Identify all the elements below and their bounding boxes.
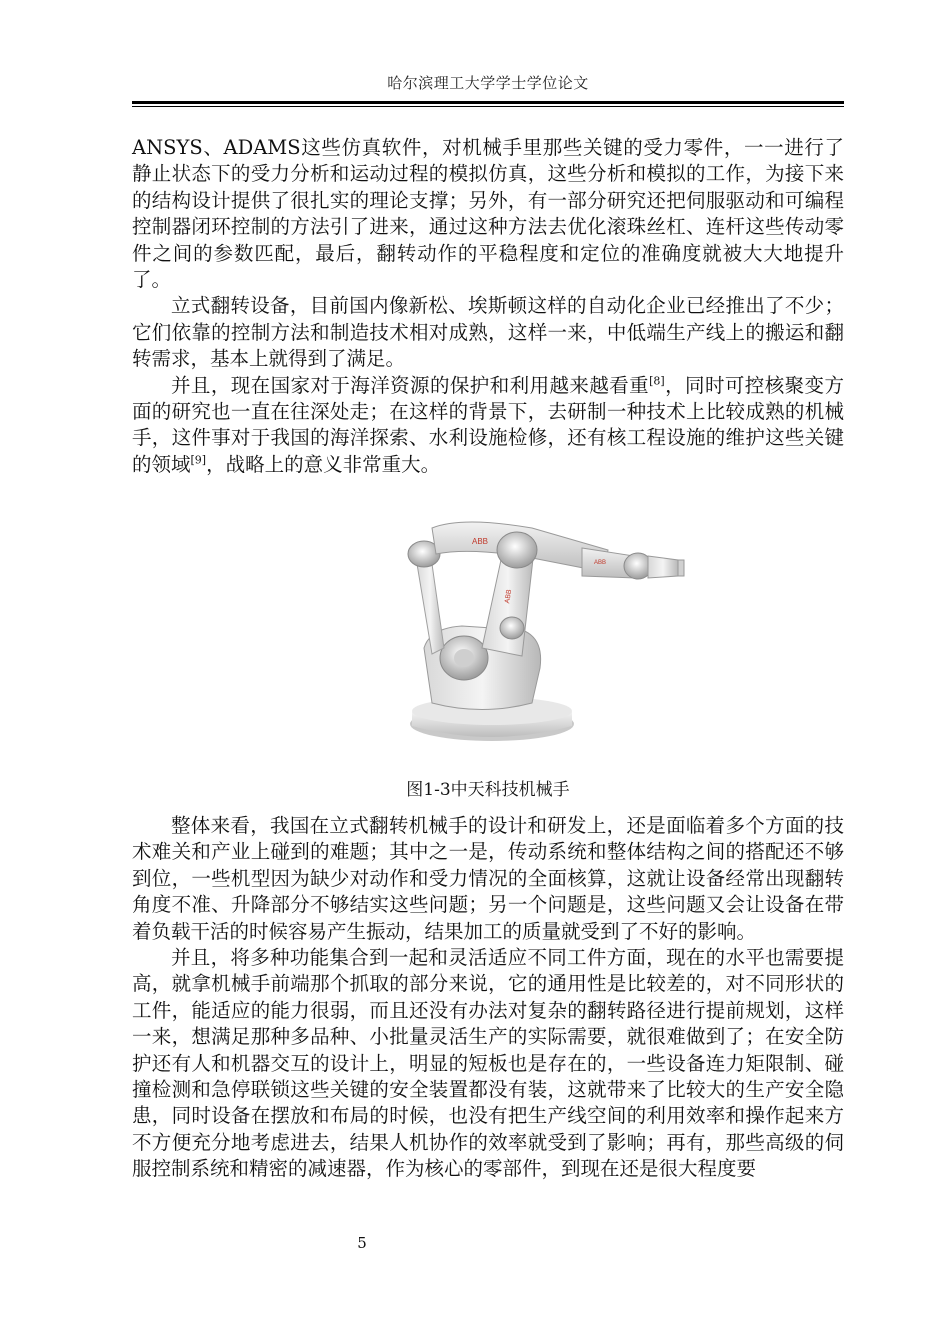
paragraph-significance xyxy=(132,373,844,479)
robot-arm-figure xyxy=(372,498,704,750)
paragraph-integration-issues: 并且，将多种功能集合到一起和灵活适应不同工件方面，现在的水平也需要提高，就拿机械手前端那个抓取的部分来说，它的通用性是比较差的，对不同形状的工件，能适应的能力很弱，而且还没有办法对复杂的翻转路径进行提前规划，这样一来，想满足那种多品种、小批量灵活生产的实际需要，就很难做到了；在安全防护还有人和机器交互的设计上，明显的短板也是存在的，一些设备连力矩限制、碰撞检测和急停联锁这些关键的安全装置都没有装，这就带来了比较大的生产安全隐患，同时设备在摆放和布局的时候，也没有把生产线空间的利用效率和操作起来方不方便充分地考虑进去，结果人机协作的效率就受到了影响；再有，那些高级的伺服控制系统和精密的减速器，作为核心的零部件，到现在还是很大程度要 xyxy=(132,946,844,1181)
robot-arm-illustration xyxy=(372,498,704,750)
paragraph-domestic-equipment: 立式翻转设备，目前国内像新松、埃斯顿这样的自动化企业已经推出了不少；它们依靠的控制方法和制造技术相对成熟，这样一来，中低端生产线上的搬运和翻转需求，基本上就得到了满足。 xyxy=(132,294,844,371)
page-number: 5 xyxy=(357,1234,367,1252)
running-header: 哈尔滨理工大学学士学位论文 xyxy=(387,74,589,92)
paragraph-significance-text-a: 并且，现在国家对于海洋资源的保护和利用越来越看重 xyxy=(171,373,650,397)
body-text-lower xyxy=(132,813,844,1183)
citation-ref-9: [9] xyxy=(190,453,207,467)
header-rule-thick xyxy=(132,101,844,104)
svg-text:ABB: ABB xyxy=(504,589,514,604)
paragraph-simulation: ANSYS、ADAMS这些仿真软件，对机械手里那些关键的受力零件，一一进行了静止状态下的受力分析和运动过程的模拟仿真，这些分析和模拟的工作，为接下来的结构设计提供了很扎实的理论支撑；另外，有一部分研究还把伺服驱动和可编程控制器闭环控制的方法引了进来，通过这种方法去优化滚珠丝杠、连杆这些传动零件之间的参数匹配，最后，翻转动作的平稳程度和定位的准确度就被大大地提升了。 xyxy=(132,136,844,292)
paragraph-significance-text-b: ，同时可控核聚变方面的研究也一直在往深处走；在这样的背景下，去研制一种技术上比较成熟的机械手，这件事对于我国的海洋探索、水利设施检修，还有核工程设施的维护这些关键的领域 xyxy=(132,373,844,476)
svg-text:ABB: ABB xyxy=(594,560,607,566)
paragraph-significance-text-c: ，战略上的意义非常重大。 xyxy=(206,452,441,476)
figure-caption: 图1-3中天科技机械手 xyxy=(406,780,570,800)
body-text-upper xyxy=(132,135,844,478)
abb-logo: ABB xyxy=(472,537,489,546)
citation-ref-8: [8] xyxy=(649,374,665,388)
paragraph-technical-challenges: 整体来看，我国在立式翻转机械手的设计和研发上，还是面临着多个方面的技术难关和产业上碰到的难题；其中之一是，传动系统和整体结构之间的搭配还不够到位，一些机型因为缺少对动作和受力情况的全面核算，这就让设备经常出现翻转角度不准、升降部分不够结实这些问题；另一个问题是，这些问题又会让设备在带着负载干活的时候容易产生振动，结果加工的质量就受到了不好的影响。 xyxy=(132,814,844,943)
header-rule-thin xyxy=(132,106,844,107)
